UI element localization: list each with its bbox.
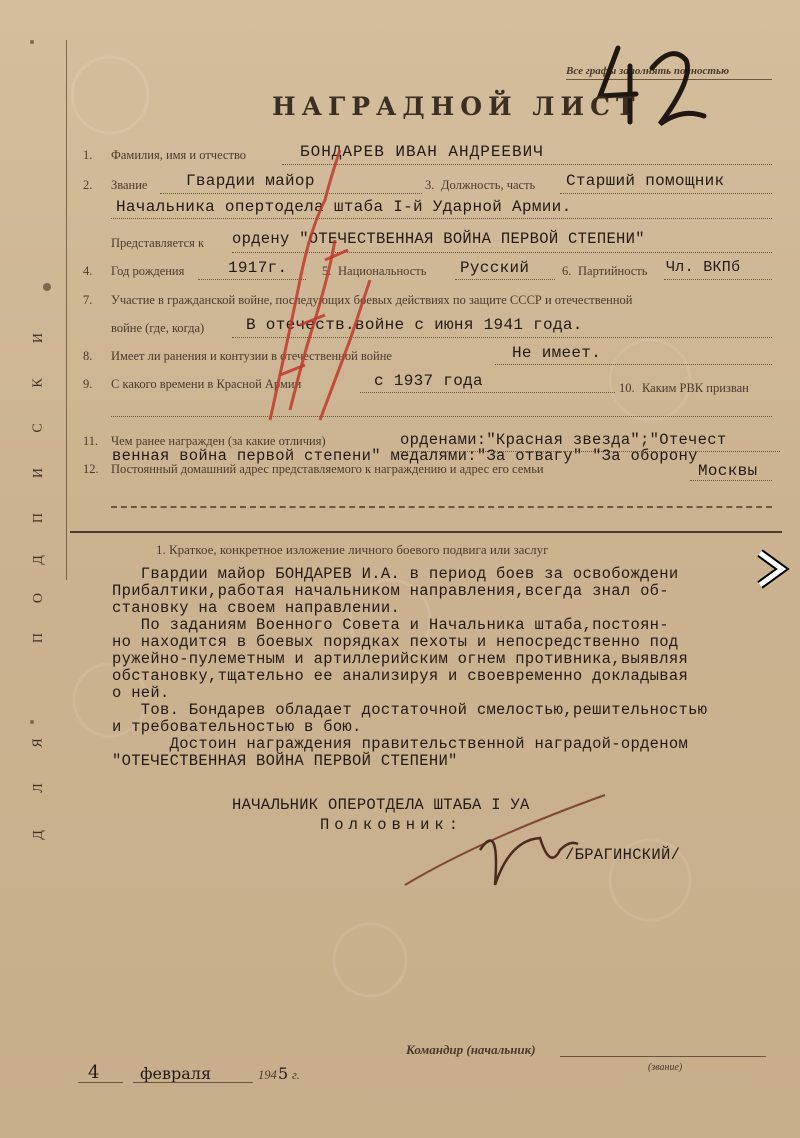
field-12-value: Москвы: [698, 462, 758, 480]
field-9-value: с 1937 года: [374, 372, 483, 390]
field-1-number: 1.: [83, 148, 93, 162]
field-4-label: Год рождения: [111, 264, 185, 278]
field-10-line: [111, 416, 772, 417]
red-handwritten-resolution: [230, 120, 390, 450]
field-5-label: Национальность: [338, 264, 427, 278]
side-letter: Я: [30, 738, 46, 748]
field-3-value-cont: Начальника опертодела штаба I-й Ударной Армии.: [116, 198, 572, 216]
field-8-line: [495, 364, 772, 365]
text-line: Прибалтики,работая начальником направления,всегда знал об-: [112, 582, 669, 600]
field-1-label: Фамилия, имя и отчество: [111, 148, 247, 162]
date-day: 4: [88, 1062, 100, 1083]
text-line: Гвардии майор БОНДАРЕВ И.А. в период боев за освобождени: [112, 565, 679, 583]
field-3-line-cont: [111, 218, 772, 219]
field-8-value: Не имеет.: [512, 344, 602, 362]
nominated-value: ордену "ОТЕЧЕСТВЕННАЯ ВОЙНА ПЕРВОЙ СТЕПЕНИ": [232, 230, 645, 248]
field-9-line: [360, 392, 615, 393]
field-12-line: [690, 480, 772, 481]
side-letter: К: [30, 378, 46, 388]
field-6-label: Партийность: [578, 264, 648, 278]
field-12-number: 12.: [83, 462, 99, 476]
field-6-value: Чл. ВКПб: [666, 259, 741, 276]
text-line: По заданиям Военного Совета и Начальника штаба,постоян-: [112, 616, 669, 634]
text-line: "ОТЕЧЕСТВЕННАЯ ВОЙНА ПЕРВОЙ СТЕПЕНИ": [112, 752, 458, 770]
field-7-label-cont: войне (где, когда): [111, 321, 205, 335]
text-line: обстановку,тщательно ее анализируя и своевременно докладывая: [112, 667, 689, 685]
chevron-right-icon: [756, 549, 790, 589]
side-letter: И: [31, 467, 47, 479]
field-5-line: [455, 279, 555, 280]
margin-border-line: [66, 40, 67, 580]
header-note: Все графы заполнять полностью: [566, 65, 730, 77]
field-3-number: 3.: [425, 178, 435, 192]
date-year-prefix: 194: [258, 1068, 277, 1082]
side-letter: С: [30, 423, 46, 433]
rank-label: (звание): [648, 1062, 683, 1073]
side-letter: Д: [30, 830, 46, 840]
field-4-value: 1917г.: [228, 259, 288, 277]
text-line: становку на своем направлении.: [112, 599, 401, 617]
text-line: и требовательностью в бою.: [112, 718, 362, 736]
field-2-label: Звание: [111, 178, 148, 192]
text-line: Достоин награждения правительственной наградой-орденом: [112, 735, 689, 753]
side-letter: Л: [30, 783, 46, 793]
field-3-line: [560, 193, 772, 194]
field-7-value: В отечеств.войне с июня 1941 года.: [246, 316, 583, 334]
commander-line: [560, 1056, 766, 1057]
field-2-value: Гвардии майор: [186, 172, 315, 190]
date-suffix: г.: [292, 1068, 300, 1082]
field-6-line: [664, 279, 772, 280]
date-day-line: [78, 1082, 123, 1083]
field-1-value: БОНДАРЕВ ИВАН АНДРЕЕВИЧ: [300, 143, 544, 161]
field-4-number: 4.: [83, 264, 93, 278]
field-3-label: Должность, часть: [441, 178, 536, 192]
field-12-label: Постоянный домашний адрес представляемого к награждению и адрес его семьи: [111, 462, 544, 476]
side-letter: П: [31, 512, 47, 524]
signer-name: /БРАГИНСКИЙ/: [565, 846, 681, 864]
field-10-label: Каким РВК призван: [642, 381, 749, 395]
commander-label: Командир (начальник): [406, 1042, 536, 1057]
text-line: но находится в боевых порядках пехоты и непосредственно под: [112, 633, 679, 651]
field-6-number: 6.: [562, 264, 572, 278]
side-letter: И: [31, 332, 47, 344]
side-letter: П: [31, 632, 47, 644]
punch-mark: [30, 720, 34, 724]
field-7-number: 7.: [83, 293, 93, 307]
signer-rank: Полковник:: [320, 816, 464, 834]
punch-mark: [30, 40, 34, 44]
date-year-digit: 5: [278, 1064, 289, 1083]
field-8-label: Имеет ли ранения и контузии в отечественной войне: [111, 349, 392, 363]
field-5-number: 5.: [322, 264, 332, 278]
section-heading: 1. Краткое, конкретное изложение личного боевого подвига или заслуг: [156, 542, 549, 557]
field-7-label: Участие в гражданской войне, последующих боевых действиях по защите СССР и отечественной: [111, 293, 633, 307]
field-11-value-cont: венная война первой степени" медалями:"За отвагу" "За оборону: [112, 447, 698, 465]
merit-description: [112, 566, 707, 770]
section-divider: [70, 531, 782, 533]
nominated-label: Представляется к: [111, 236, 205, 250]
field-2-number: 2.: [83, 178, 93, 192]
punch-hole: [43, 283, 51, 291]
field-10-number: 10.: [619, 381, 635, 395]
date-month-line: [133, 1082, 253, 1083]
field-11-label: Чем ранее награжден (за какие отличия): [111, 434, 326, 448]
text-line: Тов. Бондарев обладает достаточной смелостью,решительностью: [112, 701, 708, 719]
field-5-value: Русский: [460, 259, 530, 277]
document-title: НАГРАДНОЙ ЛИСТ: [272, 92, 641, 121]
signer-position: НАЧАЛЬНИК ОПЕРОТДЕЛА ШТАБА I УА: [232, 796, 530, 814]
side-letter: О: [31, 592, 47, 604]
field-9-label: С какого времени в Красной Армии: [111, 377, 302, 391]
field-11-number: 11.: [83, 434, 99, 448]
field-11-value: орденами:"Красная звезда";"Отечест: [400, 431, 727, 449]
side-letter: Д: [30, 555, 46, 565]
field-12-line-cont: [111, 506, 772, 508]
text-line: ружейно-пулеметным и артиллерийским огнем противника,выявляя: [112, 650, 689, 668]
field-9-number: 9.: [83, 377, 93, 391]
date-month: февраля: [140, 1064, 212, 1083]
text-line: о ней.: [112, 684, 170, 702]
field-3-value: Старший помощник: [566, 172, 725, 190]
next-page-button[interactable]: [756, 549, 790, 589]
field-8-number: 8.: [83, 349, 93, 363]
signature-scribble: [400, 780, 630, 900]
